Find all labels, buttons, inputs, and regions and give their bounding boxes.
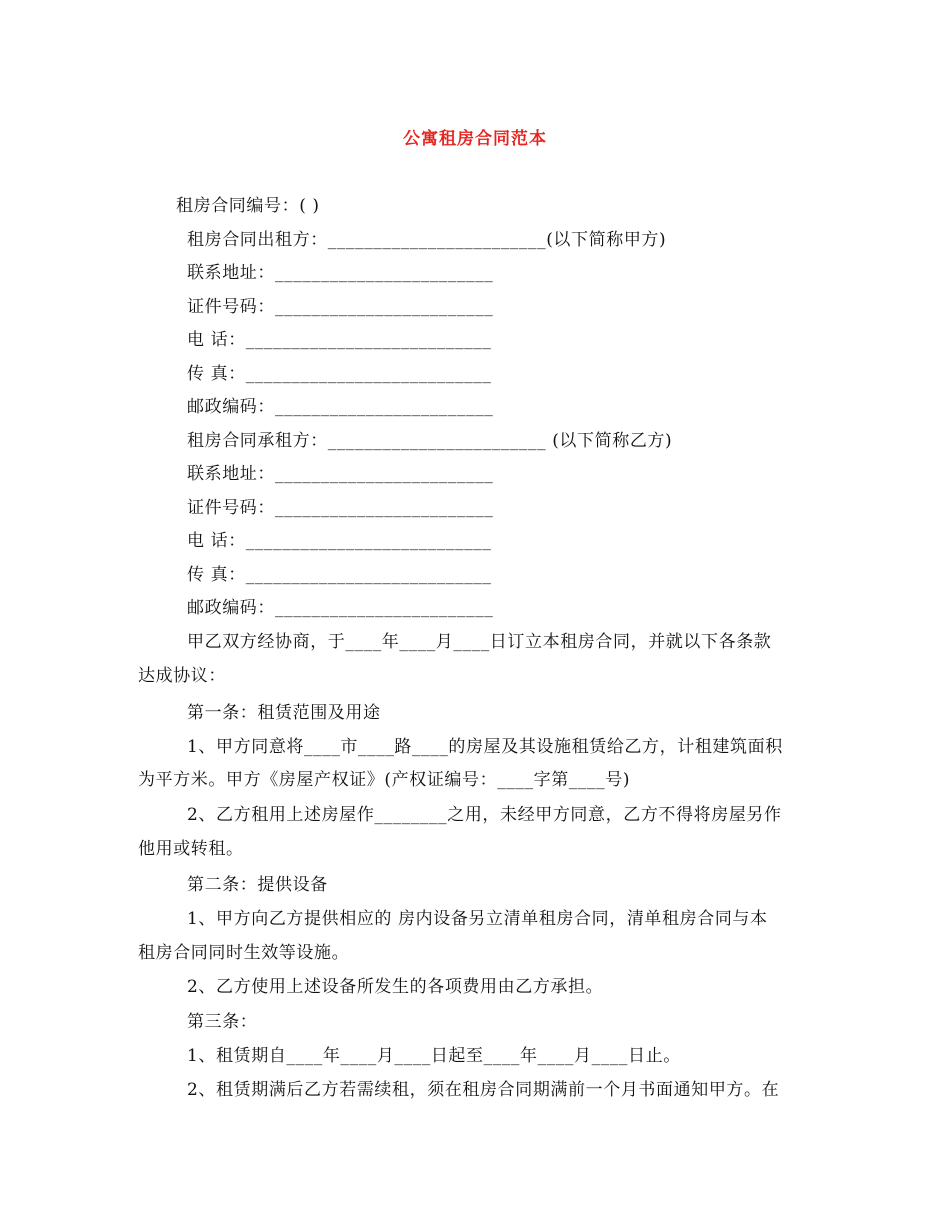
contract-number-line: 租房合同编号：( ) bbox=[176, 196, 320, 216]
document-title: 公寓租房合同范本 bbox=[403, 129, 547, 149]
lessee-phone-line: 电 话：___________________________ bbox=[187, 531, 492, 551]
section-heading: 第二条：提供设备 bbox=[187, 875, 328, 895]
lessor-id-line: 证件号码：________________________ bbox=[187, 297, 494, 317]
paragraph-line: 1、甲方向乙方提供相应的 房内设备另立清单租房合同，清单租房合同与本 bbox=[187, 909, 768, 929]
lessor-postcode-line: 邮政编码：________________________ bbox=[187, 397, 494, 417]
paragraph-line: 1、租赁期自____年____月____日起至____年____月____日止。 bbox=[187, 1046, 681, 1066]
paragraph-line: 为平方米。甲方《房屋产权证》(产权证编号：____字第____号) bbox=[138, 770, 631, 790]
lessor-fax-line: 传 真：___________________________ bbox=[187, 364, 492, 384]
lessor-line: 租房合同出租方：________________________(以下简称甲方) bbox=[187, 230, 667, 250]
lessor-address-line: 联系地址：________________________ bbox=[187, 263, 494, 283]
paragraph-line: 达成协议： bbox=[138, 666, 226, 686]
section-heading: 第一条：租赁范围及用途 bbox=[187, 703, 381, 723]
lessor-phone-line: 电 话：___________________________ bbox=[187, 330, 492, 350]
paragraph-line: 2、租赁期满后乙方若需续租，须在租房合同期满前一个月书面通知甲方。在 bbox=[187, 1080, 780, 1100]
lessee-id-line: 证件号码：________________________ bbox=[187, 498, 494, 518]
lessee-address-line: 联系地址：________________________ bbox=[187, 464, 494, 484]
section-heading: 第三条： bbox=[187, 1012, 258, 1032]
paragraph-line: 他用或转租。 bbox=[138, 839, 244, 859]
lessee-fax-line: 传 真：___________________________ bbox=[187, 565, 492, 585]
paragraph-line: 2、乙方使用上述设备所发生的各项费用由乙方承担。 bbox=[187, 977, 604, 997]
lessee-postcode-line: 邮政编码：________________________ bbox=[187, 598, 494, 618]
paragraph-line: 租房合同同时生效等设施。 bbox=[138, 943, 350, 963]
paragraph-line: 1、甲方同意将____市____路____的房屋及其设施租赁给乙方，计租建筑面积 bbox=[187, 737, 783, 757]
paragraph-line: 甲乙双方经协商，于____年____月____日订立本租房合同，并就以下各条款 bbox=[187, 632, 772, 652]
paragraph-line: 2、乙方租用上述房屋作________之用，未经甲方同意，乙方不得将房屋另作 bbox=[187, 805, 782, 825]
lessee-line: 租房合同承租方：________________________ (以下简称乙方) bbox=[187, 431, 673, 451]
